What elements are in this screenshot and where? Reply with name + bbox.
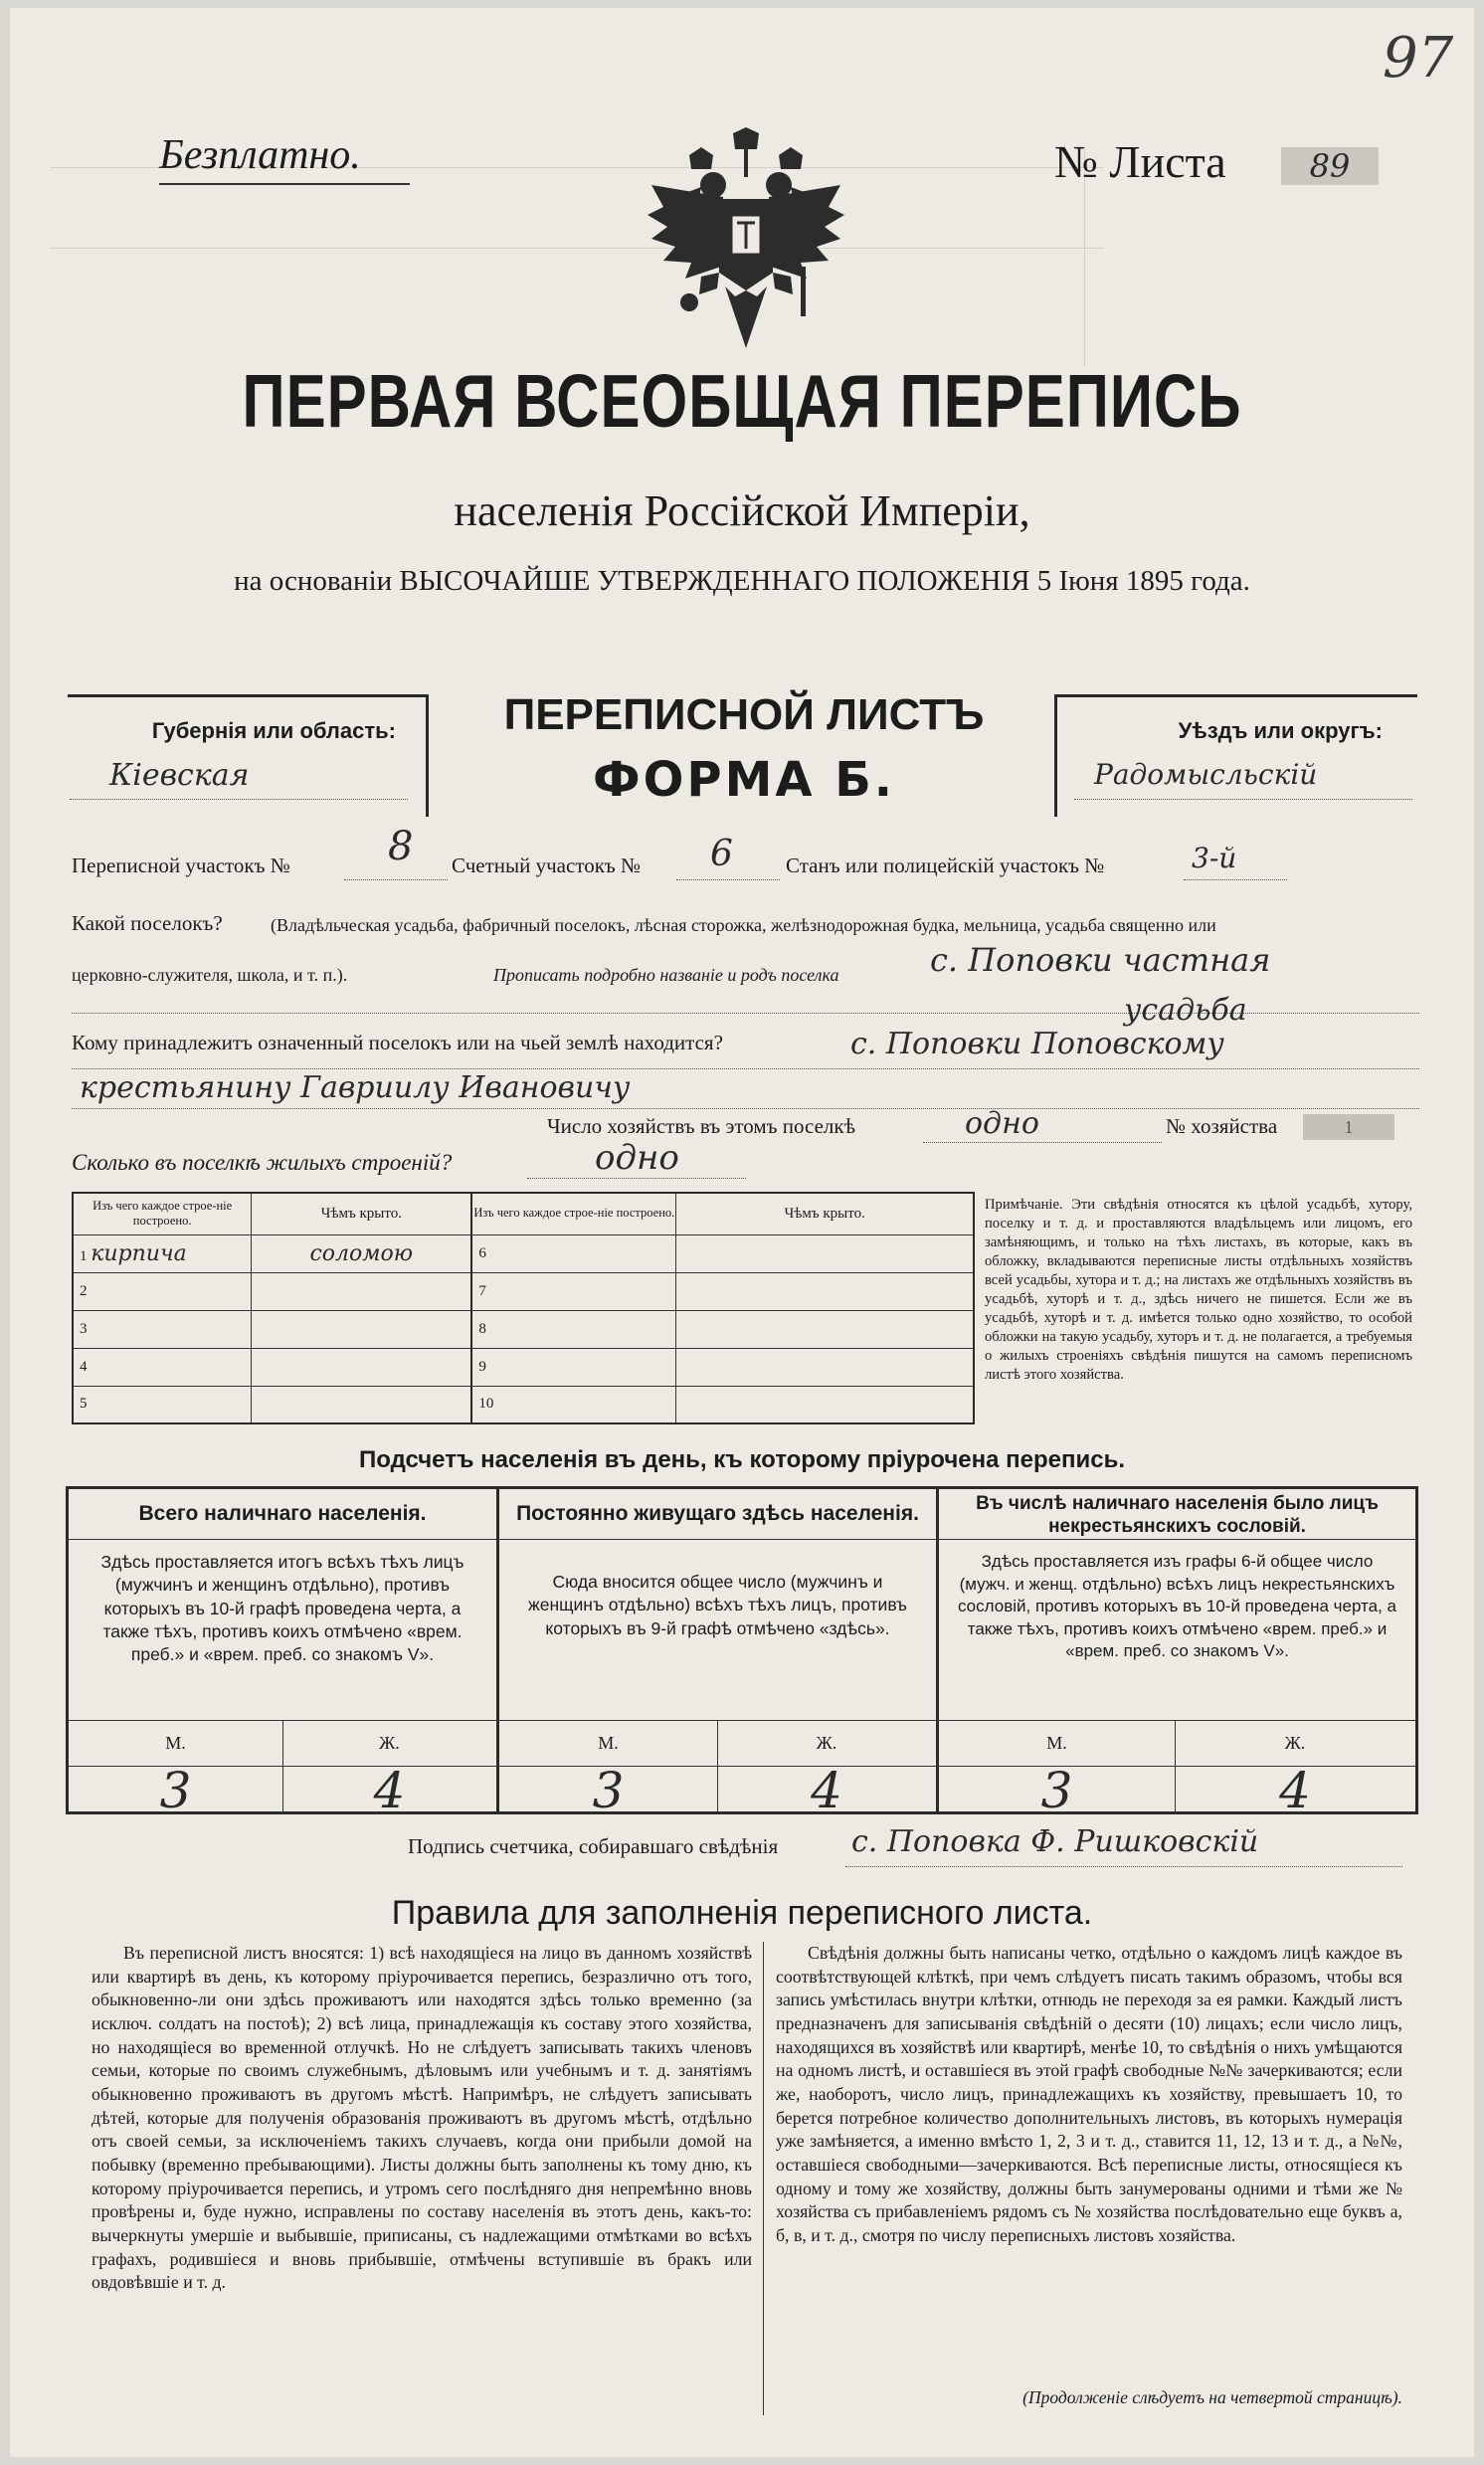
rules-title: Правила для заполненія переписного листа.	[391, 1894, 1093, 1932]
col-roof-left: Чѣмъ крыто.	[252, 1193, 472, 1234]
building-roof	[252, 1310, 472, 1348]
count-col-header: Всего наличнаго населенія.	[138, 1502, 427, 1525]
owner-value-1: с. Поповки Поповскому	[850, 1027, 1224, 1061]
coat-of-arms-icon	[642, 127, 850, 354]
owner-line-2	[72, 1108, 1419, 1109]
census-plot-line	[344, 879, 448, 880]
household-number-label: № хозяйства	[1166, 1114, 1278, 1138]
female-count: 4	[811, 1762, 842, 1819]
form-label: ФОРМА Б.	[592, 752, 896, 808]
province-value-line	[70, 799, 408, 800]
police-plot-value: 3-й	[1192, 842, 1237, 874]
count-col-text: Сюда вносится общее число (мужчинъ и женщинъ отдѣльно) всѣхъ тѣхъ лицъ, противъ которыхъ въ 9-й графѣ отмѣчено «здѣсь».	[528, 1572, 907, 1638]
male-count: 3	[159, 1762, 192, 1819]
households-line	[923, 1142, 1162, 1143]
row-number: 10	[471, 1386, 676, 1423]
col-building-left: Изъ чего каждое строе-ніе построено.	[73, 1193, 252, 1234]
owner-value-2: крестьянину Гавриилу Ивановичу	[80, 1070, 631, 1105]
building-roof	[676, 1272, 974, 1310]
rules-column-divider	[763, 1942, 764, 2415]
row-number: 8	[471, 1310, 676, 1348]
free-label: Безплатно.	[159, 132, 361, 178]
count-col-non-peasant	[939, 1489, 1415, 1817]
households-label: Число хозяйствъ въ этомъ поселкѣ	[547, 1114, 855, 1138]
main-title: ПЕРВАЯ ВСЕОБЩАЯ ПЕРЕПИСЬ	[242, 359, 1242, 443]
owner-line-1	[72, 1068, 1419, 1069]
police-plot-line	[1184, 879, 1287, 880]
settlement-hint-2: церковно-служителя, школа, и т. п.).	[72, 965, 348, 985]
row-number: 7	[471, 1272, 676, 1310]
row-number: 4	[73, 1348, 252, 1386]
female-label: Ж.	[379, 1733, 400, 1753]
rules-right-column: Свѣдѣнія должны быть написаны четко, отдѣльно о каждомъ лицѣ каждое въ соотвѣтствующей клѣткѣ, при чемъ слѣдуетъ писать такимъ образомъ, чтобы вся запись умѣстилась внутри клѣтки, отнюдь не переходя за ея рамки. Каждый листъ предназначенъ для записыванія свѣдѣній о десяти (10) лицахъ; если число лицъ, находящихся въ хозяйствѣ или квартирѣ, менѣе 10, то свѣдѣнія о нихъ умѣщаются на одномъ листѣ, и оставшіеся въ этой графѣ свободные №№ зачеркиваются; если же, наоборотъ, число лицъ, принадлежащихъ къ хозяйству, превышаетъ 10, то берется потребное количество дополнительныхъ листовъ, въ которыхъ нумерація уже замѣняется, а именно вмѣсто 1, 2, 3 и т. д., ставится 11, 12, 13 и т. д., а №№, оставшіеся свободными—зачеркиваются. Всѣ переписные листы, относящіеся къ одному и тому же хозяйству, должны быть занумерованы одними и тѣми же № хозяйства съ прибавленіемъ рядомъ съ № хозяйства послѣдовательно еще буквъ а, б, в, и т. д., смотря по числу переписныхъ листовъ хозяйства.	[776, 1943, 1402, 2245]
count-col-text: Здѣсь проставляется итогъ всѣхъ тѣхъ лицъ (мужчинъ и женщинъ отдѣльно), противъ которыхъ въ 10-й графѣ проведена черта, а также тѣхъ, противъ коихъ отмѣчено «врем. преб.» и «врем. преб. со знакомъ V».	[100, 1552, 464, 1665]
corner-number: 97	[1383, 26, 1454, 91]
province-value: Кіевская	[109, 758, 250, 793]
sheet-number-label: № Листа	[1054, 136, 1226, 187]
count-table	[66, 1486, 1418, 1819]
count-col-permanent	[499, 1489, 936, 1817]
free-label-underline	[159, 183, 410, 185]
male-label: М.	[1046, 1733, 1067, 1753]
settlement-hint-1: (Владѣльческая усадьба, фабричный поселокъ, лѣсная сторожка, желѣзнодорожная будка, мельница, усадьба священно или	[271, 915, 1216, 935]
settlement-value-1: с. Поповки частная	[930, 941, 1271, 979]
count-col-text: Здѣсь проставляется изъ графы 6-й общее число (мужч. и женщ. отдѣльно) всѣхъ лицъ некрестьянскихъ сословій, противъ которыхъ въ 10-й проведена черта, а также тѣхъ, противъ коихъ отмѣчено «врем. преб.» и «врем. преб. со знакомъ V».	[957, 1552, 1396, 1661]
building-roof	[676, 1310, 974, 1348]
female-count: 4	[373, 1762, 406, 1819]
building-roof	[676, 1348, 974, 1386]
census-plot-value: 8	[388, 824, 414, 869]
building-material: кирпича	[91, 1240, 187, 1266]
row-number: 2	[73, 1272, 252, 1310]
note-text: Примѣчаніе. Эти свѣдѣнія относятся къ цѣлой усадьбѣ, хутору, поселку и т. д. и проставляются владѣльцемъ или лицомъ, его замѣняющимъ, и только на тѣхъ листахъ, въ которые, какъ въ обложку, вкладываются переписные листы отдѣльныхъ хозяйствъ всей усадьбы, хутора и т. д.; на листахъ же отдѣльныхъ хозяйствъ въ усадьбѣ, хуторѣ и т. д., здѣсь ничего не пишется. Если же въ усадьбѣ, хуторѣ и т. д. имѣется только одно хозяйство, то особой обложки на такую усадьбу, хуторъ и т. д. не полагается, а требуемыя о жилыхъ строеніяхъ свѣдѣнія пишутся на самомъ переписномъ листѣ этого хозяйства.	[985, 1197, 1412, 1383]
rules-left-column: Въ переписной листъ вносятся: 1) всѣ находящіеся на лицо въ данномъ хозяйствѣ или квартирѣ въ день, къ которому пріурочивается перепись, безразлично отъ того, обыкновенно-ли они здѣсь проживаютъ или находятся здѣсь только временно (за исключ. солдатъ на постоѣ); 2) всѣ лица, принадлежащія къ составу этого хозяйства, но находящіеся во временной отлучкѣ. Но не слѣдуетъ записывать такихъ членовъ семьи, которые по своимъ служебнымъ, дѣловымъ или учебнымъ и т. д. занятіямъ обыкновенно проживаютъ въ другомъ мѣстѣ. Напримѣръ, не слѣдуетъ записывать дѣтей, которые для полученія образованія проживаютъ въ другомъ мѣстѣ, отдѣльно отъ своей семьи, за исключеніемъ такихъ случаевъ, когда они прибыли домой на побывку (временно пребывающими). Листы должны быть заполнены къ тому дню, къ которому пріурочивается перепись, и утромъ сего послѣдняго дня непремѣнно вновь провѣрены и, буде нужно, исправлены по составу населенія въ этотъ день, какъ-то: вычеркнуты умершіе и выбывшіе, приписаны, съ надлежащими отмѣтками во всѣхъ графахъ, родившіеся и вновь прибывшіе, отмѣчены вступившіе въ бракъ или овдовѣвшіе и т. д.	[92, 1943, 752, 2293]
signature-value: с. Поповка Ф. Ришковскій	[851, 1824, 1259, 1859]
basis-line: на основаніи ВЫСОЧАЙШЕ УТВЕРЖДЕННАГО ПОЛОЖЕНІЯ 5 Іюня 1895 года.	[234, 565, 1250, 597]
row-number: 1	[80, 1247, 88, 1264]
table-row	[73, 1310, 974, 1348]
province-label: Губернія или область:	[151, 718, 396, 743]
count-plot-label: Счетный участокъ №	[452, 853, 642, 877]
sheet-number-value: 89	[1281, 147, 1379, 185]
building-roof: соломою	[252, 1234, 472, 1272]
table-row	[73, 1272, 974, 1310]
census-plot-label: Переписной участокъ №	[72, 853, 290, 877]
building-roof	[676, 1234, 974, 1272]
row-number: 9	[471, 1348, 676, 1386]
district-value: Радомысльскій	[1094, 758, 1318, 791]
form-title: ПЕРЕПИСНОЙ ЛИСТЪ	[503, 690, 985, 739]
settlement-label: Какой поселокъ?	[72, 911, 223, 935]
table-row	[73, 1234, 974, 1272]
signature-line	[845, 1866, 1402, 1867]
rules-continued: (Продолженіе слѣдуетъ на четвертой страницѣ).	[1022, 2387, 1402, 2407]
subtitle: населенія Россійской Имперіи,	[454, 486, 1030, 535]
male-label: М.	[598, 1733, 619, 1753]
male-count: 3	[592, 1762, 625, 1819]
male-count: 3	[1040, 1762, 1073, 1819]
count-plot-line	[676, 879, 780, 880]
buildings-table	[72, 1192, 975, 1424]
buildings-value: одно	[595, 1138, 679, 1178]
table-row	[73, 1386, 974, 1423]
building-roof	[252, 1348, 472, 1386]
signature-label: Подпись счетчика, собиравшаго свѣдѣнія	[408, 1834, 779, 1858]
male-label: М.	[165, 1733, 186, 1753]
row-number: 5	[73, 1386, 252, 1423]
table-row	[73, 1348, 974, 1386]
count-col-header: Постоянно живущаго здѣсь населенія.	[516, 1502, 919, 1525]
households-value: одно	[965, 1106, 1039, 1141]
settlement-value-2: усадьба	[1124, 993, 1247, 1028]
count-col-header: Въ числѣ наличнаго населенія было лицъ некрестьянскихъ сословій.	[976, 1493, 1379, 1537]
buildings-label: Сколько въ поселкѣ жилыхъ строеній?	[72, 1150, 453, 1175]
col-building-right: Изъ чего каждое строе-ніе построено.	[471, 1193, 676, 1234]
household-number-value: 1	[1303, 1114, 1394, 1140]
buildings-line	[527, 1178, 746, 1179]
building-roof	[252, 1386, 472, 1423]
count-plot-value: 6	[710, 834, 733, 874]
building-roof	[676, 1386, 974, 1423]
count-col-total	[69, 1489, 496, 1817]
count-section-title: Подсчетъ населенія въ день, къ которому пріурочена перепись.	[359, 1446, 1125, 1473]
female-label: Ж.	[1284, 1733, 1306, 1753]
district-label: Уѣздъ или округъ:	[1178, 718, 1383, 743]
census-sheet	[10, 8, 1474, 2457]
row-number: 3	[73, 1310, 252, 1348]
row-number: 6	[471, 1234, 676, 1272]
female-count: 4	[1279, 1762, 1311, 1819]
building-roof	[252, 1272, 472, 1310]
bleed-through-left	[50, 167, 1104, 249]
owner-label: Кому принадлежитъ означенный поселокъ или на чьей землѣ находится?	[72, 1031, 723, 1054]
female-label: Ж.	[816, 1733, 837, 1753]
col-roof-right: Чѣмъ крыто.	[676, 1193, 974, 1234]
district-value-line	[1074, 799, 1412, 800]
settlement-hint-3: Прописать подробно названіе и родъ поселка	[493, 965, 839, 985]
police-plot-label: Станъ или полицейскій участокъ №	[786, 853, 1105, 877]
